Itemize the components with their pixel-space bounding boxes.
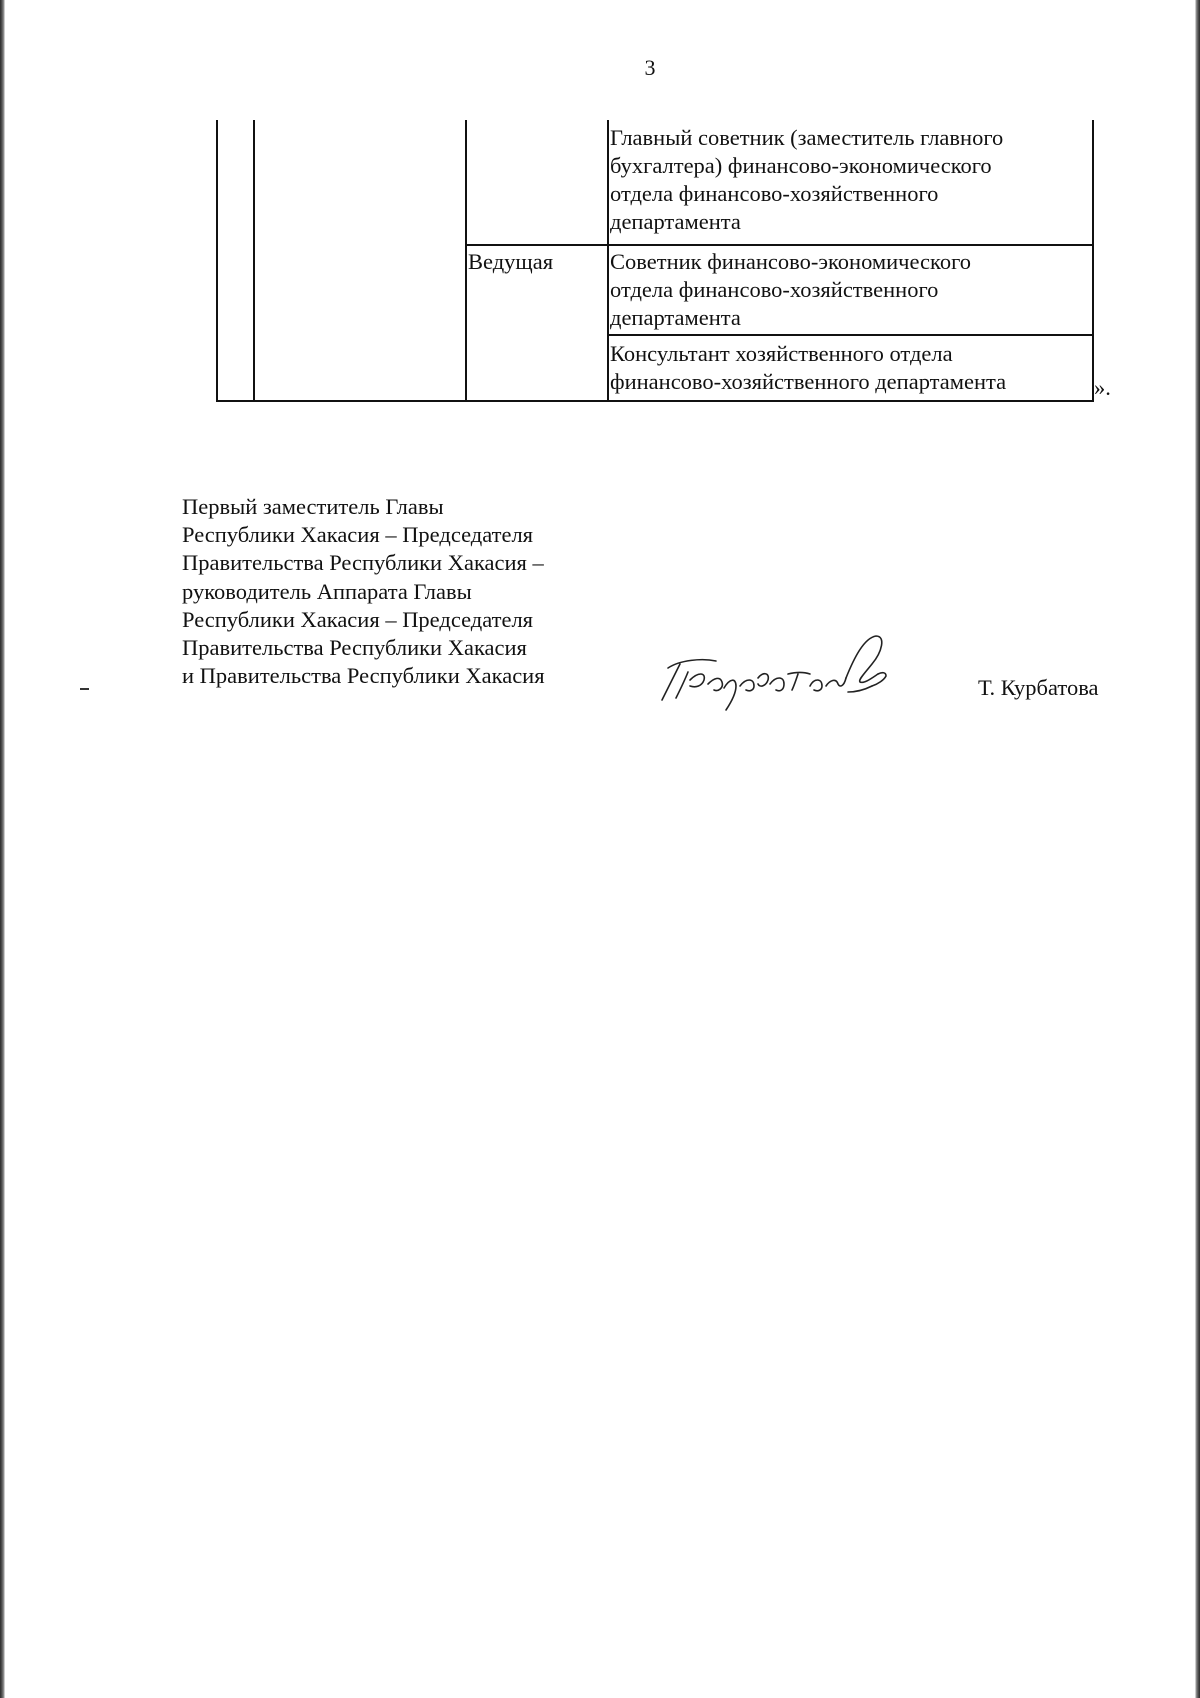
scan-mark <box>80 688 89 690</box>
handwritten-signature <box>650 628 910 723</box>
positions-table <box>0 0 1200 420</box>
page-number: 3 <box>644 55 656 80</box>
table-line-row2-bottom <box>607 334 1094 336</box>
table-line-right <box>1092 120 1094 402</box>
table-line-left-inner <box>253 120 255 402</box>
table-cell-position-3: Консультант хозяйственного отдела финансово-хозяйственного департамента <box>610 341 1007 394</box>
table-cell-position-2: Советник финансово-экономического отдела финансово-хозяйственного департамента <box>610 249 971 330</box>
table-cell-group-2: Ведущая <box>468 249 554 274</box>
table-cell-position-1: Главный советник (заместитель главного бухгалтера) финансово-экономического отдела финансово-хозяйственного департамента <box>610 125 1004 234</box>
table-line-col3 <box>607 120 609 402</box>
signer-position: Первый заместитель Главы Республики Хакасия – Председателя Правительства Республики Хакасия – руководитель Аппарата Главы Республики Хакасия – Председателя Правительства Республики Хакасия и Правительства Республики Хакасия <box>182 494 545 689</box>
table-line-col2 <box>465 120 467 402</box>
closing-quote: ». <box>1094 375 1111 400</box>
table-line-left-outer <box>216 120 218 402</box>
signer-name: Т. Курбатова <box>978 675 1099 700</box>
table-line-bottom <box>216 400 1094 402</box>
table-line-row1-bottom <box>465 244 1094 246</box>
